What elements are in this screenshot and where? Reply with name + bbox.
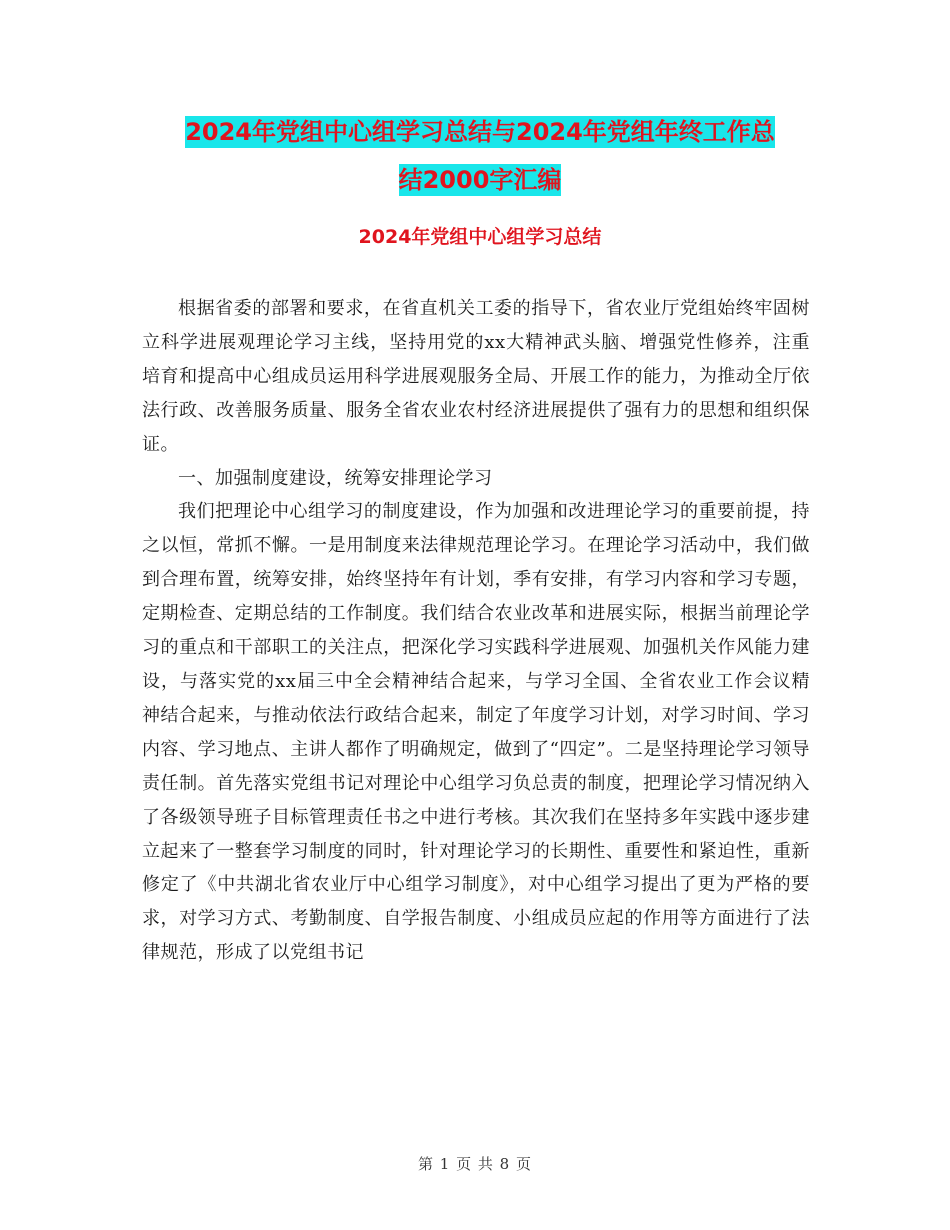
section-title: 2024年党组中心组学习总结 [358, 226, 602, 248]
document-title-line-1: 2024年党组中心组学习总结与2024年党组年终工作总 [185, 118, 775, 146]
paragraph-heading-1: 一、加强制度建设，统筹安排理论学习 [178, 467, 493, 489]
page-footer [0, 1153, 950, 1174]
document-title [140, 108, 820, 204]
page-number-label: 第 1 页 共 8 页 [418, 1155, 532, 1173]
document-title-line-2: 结2000字汇编 [398, 166, 562, 194]
paragraph-intro: 根据省委的部署和要求，在省直机关工委的指导下，省农业厅党组始终牢固树立科学进展观理论学习主线，坚持用党的xx大精神武头脑、增强党性修养，注重培育和提高中心组成员运用科学进展观服务全局、开展工作的能力，为推动全厅依法行政、改善服务质量、服务全省农业农村经济进展提供了强有力的思想和组织保证。 [142, 298, 810, 455]
document-body [142, 292, 810, 970]
paragraph-body: 我们把理论中心组学习的制度建设，作为加强和改进理论学习的重要前提，持之以恒，常抓不懈。一是用制度来法律规范理论学习。在理论学习活动中，我们做到合理布置，统筹安排，始终坚持年有计划，季有安排，有学习内容和学习专题，定期检查、定期总结的工作制度。我们结合农业改革和进展实际，根据当前理论学习的重点和干部职工的关注点，把深化学习实践科学进展观、加强机关作风能力建设，与落实党的xx届三中全会精神结合起来，与学习全国、全省农业工作会议精神结合起来，与推动依法行政结合起来，制定了年度学习计划，对学习时间、学习内容、学习地点、主讲人都作了明确规定，做到了“四定”。二是坚持理论学习领导责任制。首先落实党组书记对理论中心组学习负总责的制度，把理论学习情况纳入了各级领导班子目标管理责任书之中进行考核。其次我们在坚持多年实践中逐步建立起来了一整套学习制度的同时，针对理论学习的长期性、重要性和紧迫性，重新修定了《中共湖北省农业厅中心组学习制度》，对中心组学习提出了更为严格的要求，对学习方式、考勤制度、自学报告制度、小组成员应起的作用等方面进行了法律规范，形成了以党组书记 [142, 501, 810, 964]
